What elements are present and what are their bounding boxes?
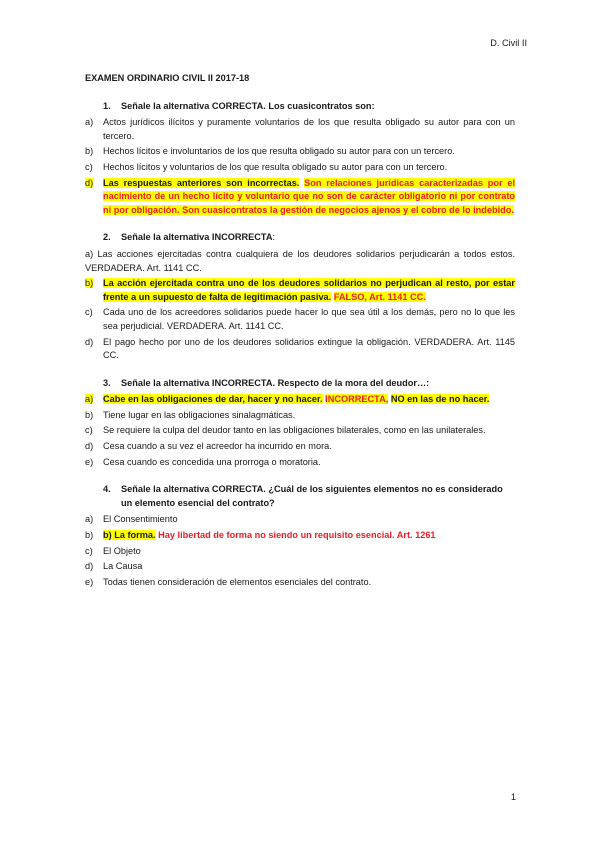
option-letter: d): [85, 441, 94, 452]
option-letter: d): [85, 177, 94, 188]
question-number: 3.: [103, 377, 111, 388]
option-e: [85, 576, 515, 590]
question-3: [85, 377, 515, 470]
question-4-title: [85, 483, 515, 510]
option-d: [85, 560, 515, 574]
option-c: [85, 306, 515, 333]
question-1-title: [85, 100, 515, 114]
question-number: 4.: [103, 484, 111, 495]
option-c: [85, 424, 515, 438]
option-letter: c): [85, 545, 93, 556]
option-letter: b): [85, 409, 94, 420]
option-text: Las respuestas anteriores son incorrectas.: [103, 177, 300, 188]
option-letter: c): [85, 425, 93, 436]
option-text: Todas tienen consideración de elementos esenciales del contrato.: [103, 576, 372, 587]
answer-note: FALSO, Art. 1141 CC.: [333, 291, 426, 302]
option-text: La Causa: [103, 561, 143, 572]
answer-note: Hay libertad de forma no siendo un requisito esencial. Art. 1261: [158, 530, 436, 541]
answer-note: INCORRECTA,: [325, 394, 389, 405]
option-letter: e): [85, 456, 94, 467]
option-a: [85, 116, 515, 143]
question-text: Señale la alternativa CORRECTA. Los cuasicontratos son:: [121, 100, 375, 111]
option-text: Cabe en las obligaciones de dar, hacer y no hacer.: [103, 394, 323, 405]
option-text: Cesa cuando es concedida una prorroga o moratoria.: [103, 456, 321, 467]
option-b: [85, 145, 515, 159]
question-2: [85, 231, 515, 362]
option-a: a) Las acciones ejercitadas contra cualquiera de los deudores solidarios perjudicarán a todos estos. VERDADERA. Art. 1141 CC.: [85, 248, 515, 273]
question-1: [85, 100, 515, 218]
option-text: Se requiere la culpa del deudor tanto en las obligaciones bilaterales, como en las unilaterales.: [103, 425, 486, 436]
option-letter: c): [85, 161, 93, 172]
option-a: [85, 513, 515, 527]
option-letter: d): [85, 561, 94, 572]
option-letter: d): [85, 336, 94, 347]
option-text: Tiene lugar en las obligaciones sinalagmáticas.: [103, 409, 296, 420]
question-number: 1.: [103, 100, 111, 111]
answer-note: Son relaciones jurídicas caracterizadas por el nacimiento de un hecho lícito y voluntario que no son de carácter obligatorio ni por contrato ni por obligación. Son cuasicontratos la gestión de negocios ajenos y el cobro de lo indebido.: [103, 177, 515, 215]
question-text-tail: :: [272, 232, 276, 243]
option-letter: a): [85, 117, 94, 128]
option-a-highlighted: [85, 393, 515, 407]
option-b-highlighted: [85, 277, 515, 304]
option-text: La acción ejercitada contra uno de los deudores solidarios no perjudican al resto, por estar frente a un supuesto de falta de legitimación pasiva.: [103, 278, 515, 302]
option-text: El Consentimiento: [103, 514, 178, 525]
header-course-label: D. Civil II: [490, 38, 527, 48]
option-text: Actos jurídicos ilícitos y puramente voluntarios de los que resulta obligado su autor para con un tercero.: [103, 117, 515, 141]
exam-title: EXAMEN ORDINARIO CIVIL II 2017-18: [85, 73, 250, 83]
option-d: [85, 440, 515, 454]
option-letter: e): [85, 576, 94, 587]
option-letter: a): [85, 514, 94, 525]
question-number: 2.: [103, 232, 111, 243]
question-4: [85, 483, 515, 589]
page-number: 1: [510, 792, 516, 802]
question-3-title: [85, 377, 515, 391]
option-text: Cada uno de los acreedores solidarios puede hacer lo que sea útil a los demás, pero no lo que les sea perjudicial. VERDADERA. Art. 1141 CC.: [103, 307, 515, 331]
option-e: [85, 456, 515, 470]
question-text: Señale la alternativa INCORRECTA: [121, 232, 273, 243]
answer-note-tail: NO en las de no hacer.: [390, 394, 490, 405]
question-2-title: [85, 231, 515, 245]
option-b-highlighted: [85, 529, 515, 543]
option-text: Hechos lícitos e involuntarios de los que resulta obligado su autor para con un tercero.: [103, 146, 455, 157]
option-text: El Objeto: [103, 545, 141, 556]
option-letter: a): [85, 394, 94, 405]
option-d-highlighted: [85, 177, 515, 218]
option-text: Hechos lícitos y voluntarios de los que resulta obligado su autor para con un tercero.: [103, 161, 448, 172]
question-text: Señale la alternativa CORRECTA. ¿Cuál de los siguientes elementos no es considerado un elemento esencial del contrato?: [121, 484, 503, 508]
option-c: [85, 161, 515, 175]
option-b: [85, 409, 515, 423]
option-text: El pago hecho por uno de los deudores solidarios extingue la obligación. VERDADERA. Art. 1145 CC.: [103, 336, 515, 361]
question-text: Señale la alternativa INCORRECTA. Respecto de la mora del deudor…:: [121, 377, 430, 388]
option-d: [85, 336, 515, 363]
option-text: Cesa cuando a su vez el acreedor ha incurrido en mora.: [103, 441, 332, 452]
option-letter: c): [85, 307, 93, 318]
option-text: b) La forma.: [103, 530, 156, 541]
option-letter: b): [85, 530, 94, 541]
option-c: [85, 545, 515, 559]
option-letter: b): [85, 278, 94, 289]
option-letter: b): [85, 146, 94, 157]
exam-content: [85, 72, 515, 603]
